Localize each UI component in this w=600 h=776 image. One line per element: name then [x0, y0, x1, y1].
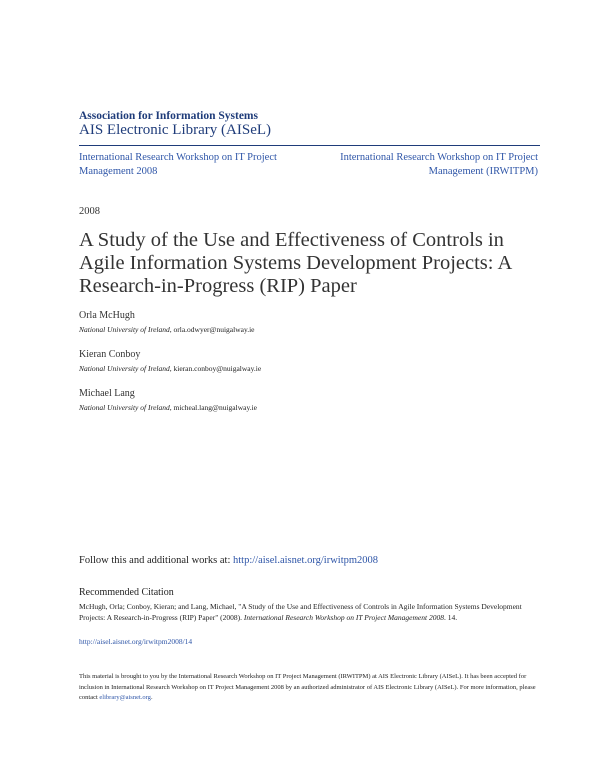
follow-link[interactable]: http://aisel.aisnet.org/irwitpm2008 [233, 555, 379, 566]
author-affiliation [79, 403, 257, 412]
footnote-end: . [150, 694, 153, 701]
author-name: Michael Lang [79, 388, 135, 399]
author-institution: National University of Ireland [79, 403, 170, 412]
author-affiliation [79, 364, 261, 373]
author-name: Kieran Conboy [79, 349, 141, 360]
author-affiliation [79, 325, 255, 334]
footnote-text: This material is brought to you by the International Research Workshop on IT Project Management (IRWITPM) at AIS Electronic Library (AISeL). It has been accepted for inclusion in International Research Workshop on IT Project Management 2008 by an authorized administrator of AIS Electronic Library (AISeL). For more information, please contact [79, 673, 536, 701]
follow-line [79, 555, 378, 566]
citation-text [79, 601, 539, 623]
workshop-link-2008[interactable]: International Research Workshop on IT Project Management 2008 [79, 152, 277, 177]
author-email: , micheal.lang@nuigalway.ie [169, 403, 257, 412]
association-name: Association for Information Systems [79, 110, 258, 122]
recommended-citation-heading: Recommended Citation [79, 587, 174, 598]
citation-end: . 14. [443, 613, 458, 622]
author-institution: National University of Ireland [79, 325, 170, 334]
author-name: Orla McHugh [79, 310, 135, 321]
paper-title: A Study of the Use and Effectiveness of Controls in Agile Information Systems Development Projects: A Research-in-Progress (RIP) Paper [79, 229, 512, 297]
author-email: , kieran.conboy@nuigalway.ie [169, 364, 262, 373]
header-divider [79, 145, 540, 146]
workshop-link-irwitpm[interactable]: International Research Workshop on IT Project Management (IRWITPM) [340, 152, 538, 177]
citation-main: McHugh, Orla; Conboy, Kieran; and Lang, Michael, "A Study of the Use and Effectiveness of Controls in Agile Information Systems Development Projects: A Research-in-Progress (RIP) Paper" (2008). [79, 602, 522, 622]
follow-text: Follow this and additional works at: [79, 555, 233, 566]
contact-email-link[interactable]: elibrary@aisnet.org [99, 694, 151, 701]
library-name[interactable]: AIS Electronic Library (AISeL) [79, 122, 272, 138]
citation-journal: International Research Workshop on IT Project Management 2008 [243, 613, 444, 622]
publication-year: 2008 [79, 206, 100, 217]
citation-link[interactable]: http://aisel.aisnet.org/irwitpm2008/14 [79, 637, 193, 646]
footnote [79, 672, 544, 704]
author-institution: National University of Ireland [79, 364, 170, 373]
author-email: , orla.odwyer@nuigalway.ie [169, 325, 255, 334]
